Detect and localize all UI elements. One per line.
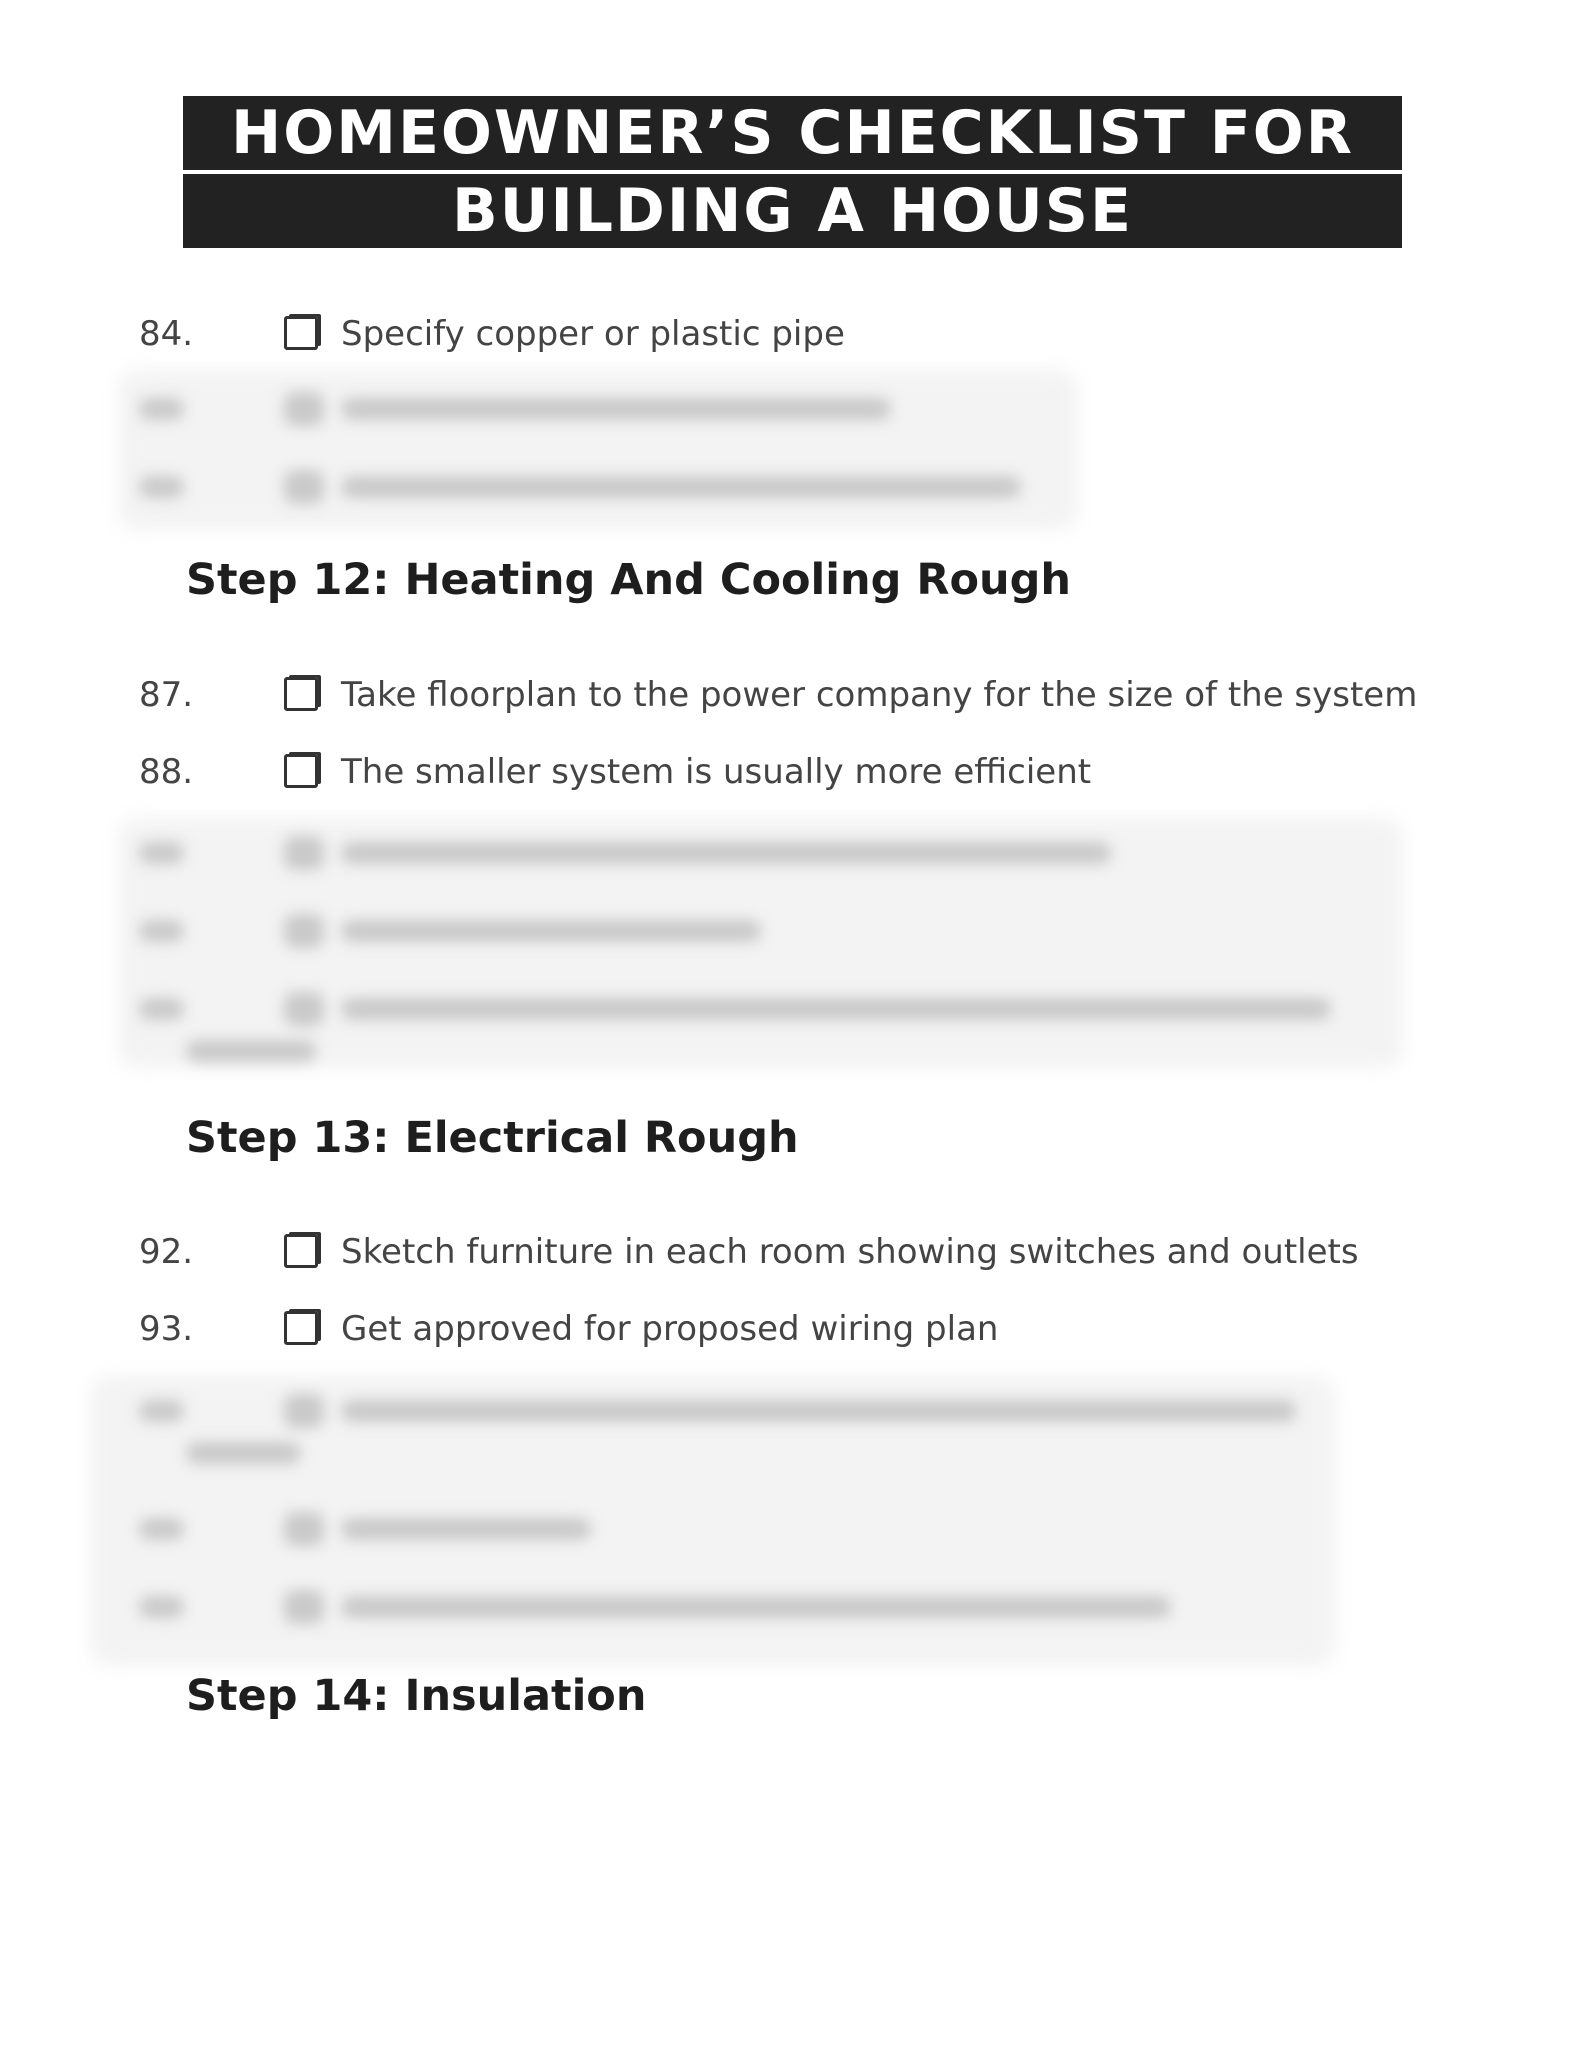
blurred-content xyxy=(118,370,1078,530)
checklist-item xyxy=(0,1222,1588,1282)
blurred-line xyxy=(341,398,891,420)
item-number: 92. xyxy=(139,1232,194,1272)
item-label: Sketch furniture in each room showing switches and outlets xyxy=(341,1232,1359,1272)
checklist-item xyxy=(0,665,1588,725)
blurred-line xyxy=(341,842,1111,864)
blurred-line xyxy=(341,1596,1171,1618)
blurred-line xyxy=(284,992,324,1026)
checklist-item xyxy=(0,304,1588,364)
blurred-line xyxy=(341,1518,591,1540)
blurred-line xyxy=(139,398,184,420)
blurred-line xyxy=(139,998,184,1020)
blurred-line xyxy=(139,1400,184,1422)
blurred-line xyxy=(186,1442,301,1464)
title-line-2: BUILDING A HOUSE xyxy=(183,174,1402,248)
blurred-line xyxy=(284,914,324,948)
blurred-line xyxy=(139,920,184,942)
blurred-line xyxy=(284,1512,324,1546)
checkbox-icon[interactable] xyxy=(284,1234,318,1268)
checkbox-icon[interactable] xyxy=(284,754,318,788)
checklist-item xyxy=(0,1299,1588,1359)
blurred-line xyxy=(341,920,761,942)
item-label: The smaller system is usually more efficient xyxy=(341,752,1092,792)
blurred-line xyxy=(139,1518,184,1540)
blurred-line xyxy=(284,470,324,504)
item-label: Get approved for proposed wiring plan xyxy=(341,1309,999,1349)
blurred-line xyxy=(341,998,1331,1020)
section-heading: Step 14: Insulation xyxy=(186,1671,647,1721)
blurred-line xyxy=(284,836,324,870)
blurred-line xyxy=(139,842,184,864)
item-number: 84. xyxy=(139,314,194,354)
title-line-1: HOMEOWNER’S CHECKLIST FOR xyxy=(183,96,1402,170)
item-number: 87. xyxy=(139,675,194,715)
item-number: 88. xyxy=(139,752,194,792)
blurred-line xyxy=(186,1040,316,1062)
blurred-line xyxy=(284,1590,324,1624)
section-heading: Step 12: Heating And Cooling Rough xyxy=(186,555,1072,605)
checklist-item xyxy=(0,742,1588,802)
section-heading: Step 13: Electrical Rough xyxy=(186,1113,799,1163)
checkbox-icon[interactable] xyxy=(284,316,318,350)
blurred-line xyxy=(284,392,324,426)
blurred-line xyxy=(341,1400,1296,1422)
blurred-line xyxy=(341,476,1021,498)
checkbox-icon[interactable] xyxy=(284,1311,318,1345)
checkbox-icon[interactable] xyxy=(284,677,318,711)
item-label: Specify copper or plastic pipe xyxy=(341,314,845,354)
blurred-line xyxy=(139,1596,184,1618)
blurred-line xyxy=(284,1394,324,1428)
item-label: Take floorplan to the power company for the size of the system xyxy=(341,675,1418,715)
item-number: 93. xyxy=(139,1309,194,1349)
blurred-line xyxy=(139,476,184,498)
